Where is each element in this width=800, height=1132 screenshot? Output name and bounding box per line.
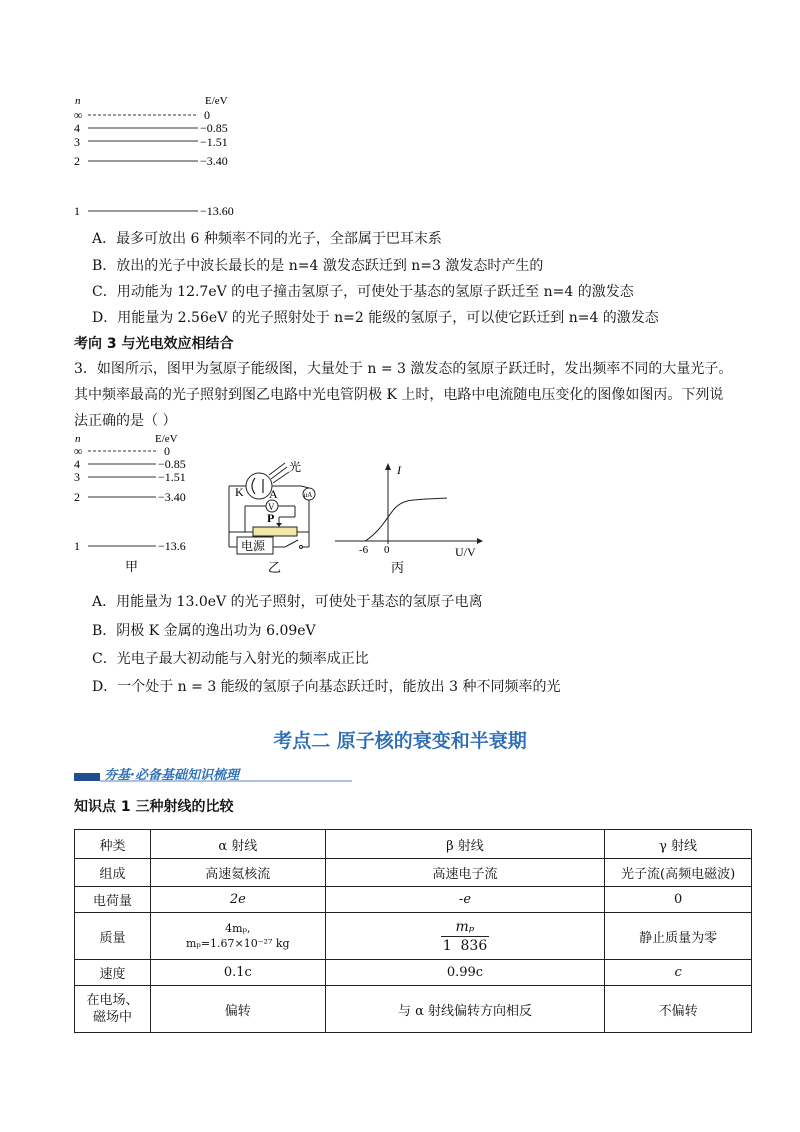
banner-label: 夯基·必备基础知识梳理 [104, 768, 239, 783]
table-row [75, 859, 752, 887]
section-heading: 考点二 原子核的衰变和半衰期 [273, 730, 527, 752]
row-label: 组成 [75, 859, 151, 887]
table-cell: 静止质量为零 [605, 913, 752, 960]
figure-yi-circuit [225, 455, 335, 577]
question-3-line-1: 3．如图所示，图甲为氢原子能级图，大量处于 n = 3 激发态的氢原子跃迁时，发出频率不同的大量光子。 [74, 361, 733, 377]
question-3-line-2: 其中频率最高的光子照射到图乙电路中光电管阴极 K 上时，电路中电流随电压变化的图像如图丙。下列说 [74, 387, 724, 403]
x-axis-label: U/V [455, 545, 476, 559]
fraction-numerator: mₚ [455, 918, 475, 935]
option-b: B．放出的光子中波长最长的是 n=4 激发态跃迁到 n=3 激发态时产生的 [92, 258, 544, 274]
level-e: −13.60 [200, 204, 234, 218]
table-cell: 0.99c [325, 960, 605, 986]
alpha-mass-line-1: 4mₚ, [225, 922, 251, 935]
level-e: −1.51 [158, 470, 186, 484]
level-n: ∞ [74, 108, 83, 122]
row-label: 质量 [75, 913, 151, 960]
n-axis-label: n [75, 95, 81, 107]
option-a: A．最多可放出 6 种频率不同的光子，全部属于巴耳末系 [92, 231, 442, 247]
figure-jia-energy-levels [70, 430, 210, 575]
row-label-line-2: 磁场中 [92, 1010, 132, 1025]
anode-label: A [269, 487, 278, 501]
row-label-line-1: 在电场、 [86, 993, 139, 1008]
question-3-line-3: 法正确的是（ ） [74, 413, 177, 429]
e-axis-label: E/eV [155, 433, 178, 445]
level-n: 3 [74, 470, 80, 484]
microammeter-label: μA [303, 491, 313, 499]
table-cell [325, 913, 605, 960]
figure-bing-iu-curve [335, 462, 485, 574]
level-e: −0.85 [200, 121, 228, 135]
level-n: 4 [74, 121, 80, 135]
table-cell: 光子流(高频电磁波) [605, 859, 752, 887]
level-e: 0 [204, 108, 210, 122]
e-axis-label: E/eV [205, 95, 228, 107]
table-header-row [75, 830, 752, 859]
table-cell [150, 913, 325, 960]
level-n: ∞ [74, 444, 83, 458]
option-b: B．阴极 K 金属的逸出功为 6.09eV [92, 623, 316, 639]
table-row [75, 887, 752, 913]
y-axis-label: I [397, 463, 401, 477]
row-label: 电荷量 [75, 887, 151, 913]
table-cell: 偏转 [150, 986, 325, 1033]
table-row [75, 960, 752, 986]
option-d: D．一个处于 n = 3 能级的氢原子向基态跃迁时，能放出 3 种不同频率的光 [92, 679, 561, 695]
section-title: 考向 3 与光电效应相结合 [74, 336, 234, 352]
level-e: −0.85 [158, 457, 186, 471]
level-n: 2 [74, 490, 80, 504]
figure-caption: 丙 [391, 560, 405, 574]
energy-level-diagram-1 [70, 90, 270, 220]
level-n: 1 [74, 539, 80, 553]
tick-label: 0 [384, 544, 390, 556]
table-cell: 不偏转 [605, 986, 752, 1033]
table-cell: c [605, 960, 752, 986]
level-e: −3.40 [200, 154, 228, 168]
option-c: C．用动能为 12.7eV 的电子撞击氢原子，可使处于基态的氢原子跃迁至 n=4 的激发态 [92, 284, 634, 300]
light-label: 光 [289, 460, 302, 474]
table-cell: 高速氦核流 [150, 859, 325, 887]
power-source-label: 电源 [241, 539, 266, 553]
alpha-mass-line-2: mₚ=1.67×10⁻²⁷ kg [186, 937, 290, 950]
table-cell: 0.1c [150, 960, 325, 986]
level-n: 1 [74, 204, 80, 218]
option-d: D．用能量为 2.56eV 的光子照射处于 n=2 能级的氢原子，可以使它跃迁到 n=4 的激发态 [92, 310, 659, 326]
level-n: 2 [74, 154, 80, 168]
level-e: −13.6 [158, 539, 186, 553]
row-label: 速度 [75, 960, 151, 986]
level-n: 4 [74, 457, 80, 471]
figure-caption: 甲 [125, 559, 139, 574]
table-cell: 2e [150, 887, 325, 913]
section-banner [74, 764, 354, 782]
tick-label: -6 [359, 544, 369, 556]
figure-caption: 乙 [268, 560, 282, 575]
header-cell: α 射线 [150, 830, 325, 859]
header-cell: β 射线 [325, 830, 605, 859]
voltmeter-label: V [268, 502, 275, 512]
level-e: 0 [164, 444, 170, 458]
level-e: −1.51 [200, 135, 228, 149]
row-label [75, 986, 151, 1033]
header-cell: γ 射线 [605, 830, 752, 859]
table-cell: 高速电子流 [325, 859, 605, 887]
ray-comparison-table [74, 829, 752, 1033]
table-cell: 与 α 射线偏转方向相反 [325, 986, 605, 1033]
n-axis-label: n [75, 433, 81, 445]
cathode-label: K [235, 485, 244, 499]
level-e: −3.40 [158, 490, 186, 504]
level-n: 3 [74, 135, 80, 149]
header-cell: 种类 [75, 830, 151, 859]
fraction-denominator: 1 836 [442, 937, 488, 954]
slider-label: P [267, 511, 275, 525]
table-cell: 0 [605, 887, 752, 913]
option-a: A．用能量为 13.0eV 的光子照射，可使处于基态的氢原子电离 [92, 594, 483, 610]
option-c: C．光电子最大初动能与入射光的频率成正比 [92, 651, 369, 667]
knowledge-point-title: 知识点 1 三种射线的比较 [74, 799, 234, 815]
table-row [75, 913, 752, 960]
table-cell: -e [325, 887, 605, 913]
table-row [75, 986, 752, 1033]
